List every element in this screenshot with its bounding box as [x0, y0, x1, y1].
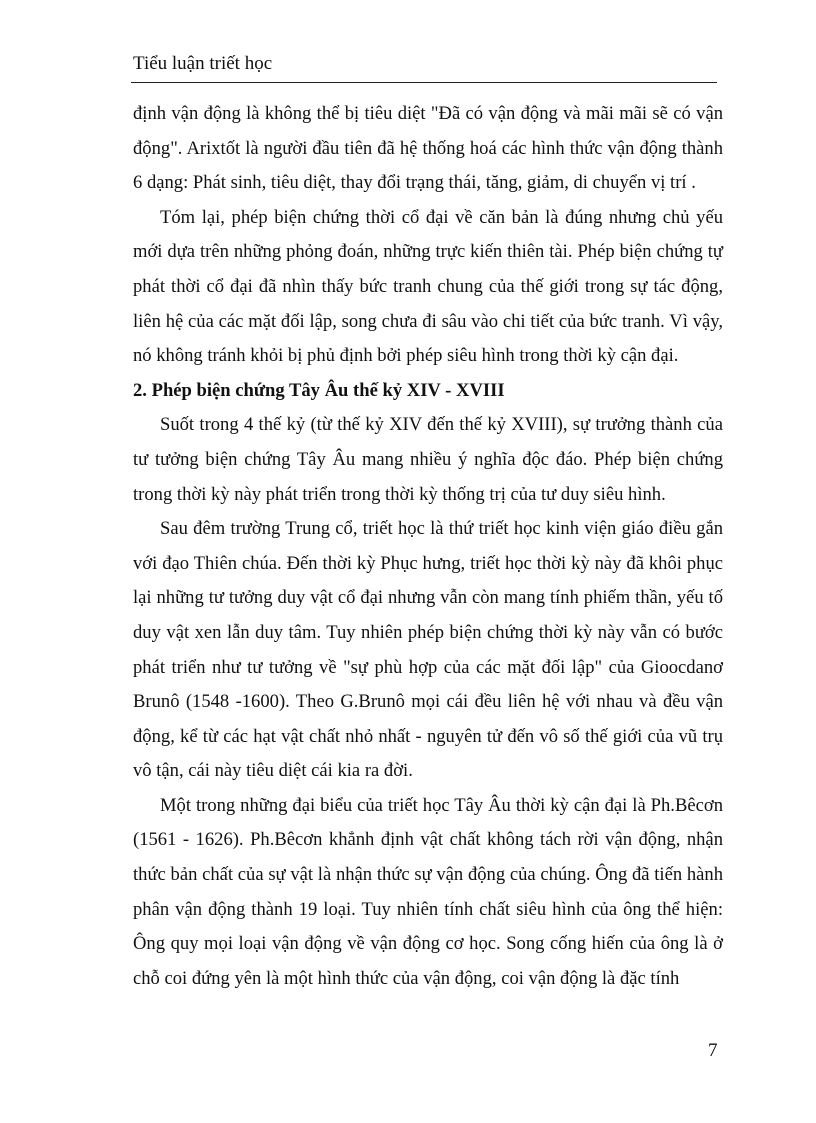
- paragraph-continuation: định vận động là không thể bị tiêu diệt "Đã có vận động và mãi mãi sẽ có vận động". Arixtốt là người đầu tiên đã hệ thống hoá các hình thức vận động thành 6 dạng: Phát sinh, tiêu diệt, thay đổi trạng thái, tăng, giảm, di chuyển vị trí .: [133, 103, 723, 194]
- page-number: 7: [708, 1040, 718, 1061]
- paragraph-renaissance: Sau đêm trường Trung cổ, triết học là thứ triết học kinh viện giáo điều gắn với đạo Thiên chúa. Đến thời kỳ Phục hưng, triết học thời kỳ này đã khôi phục lại những tư tưởng duy vật cổ đại nhưng vẫn còn mang tính phiếm thần, yếu tố duy vật xen lẫn duy tâm. Tuy nhiên phép biện chứng thời kỳ này vẫn có bước phát triển như tư tưởng về "sự phù hợp của các mặt đối lập" của Gioocdanơ Brunô (1548 -1600). Theo G.Brunô mọi cái đều liên hệ với nhau và đều vận động, kể từ các hạt vật chất nhỏ nhất - nguyên tử đến vô số thế giới của vũ trụ vô tận, cái này tiêu diệt cái kia ra đời.: [133, 518, 723, 782]
- section-heading: 2. Phép biện chứng Tây Âu thế kỷ XIV - XVIII: [133, 379, 505, 401]
- paragraph-bacon: Một trong những đại biểu của triết học Tây Âu thời kỳ cận đại là Ph.Bêcơn (1561 - 1626). Ph.Bêcơn khẳnh định vật chất không tách rời vận động, nhận thức bản chất của sự vật là nhận thức sự vận động của chúng. Ông đã tiến hành phân vận động thành 19 loại. Tuy nhiên tính chất siêu hình của ông thể hiện: Ông quy mọi loại vận động về vận động cơ học. Song cống hiến của ông là ở chỗ coi đứng yên là một hình thức của vận động, coi vận động là đặc tính: [133, 794, 723, 989]
- document-header-title: Tiểu luận triết học: [133, 53, 273, 74]
- paragraph-summary: Tóm lại, phép biện chứng thời cổ đại về căn bản là đúng nhưng chủ yếu mới dựa trên những phỏng đoán, những trực kiến thiên tài. Phép biện chứng tự phát thời cổ đại đã nhìn thấy bức tranh chung của thế giới trong sự tác động, liên hệ của các mặt đối lập, song chưa đi sâu vào chi tiết của bức tranh. Vì vậy, nó không tránh khỏi bị phủ định bởi phép siêu hình trong thời kỳ cận đại.: [133, 206, 723, 367]
- paragraph-section-intro: Suốt trong 4 thế kỷ (từ thế kỷ XIV đến thế kỷ XVIII), sự trưởng thành của tư tưởng biện chứng Tây Âu mang nhiều ý nghĩa độc đáo. Phép biện chứng trong thời kỳ này phát triển trong thời kỳ thống trị của tư duy siêu hình.: [133, 414, 723, 505]
- document-body: [133, 97, 723, 996]
- header-divider: [131, 82, 717, 83]
